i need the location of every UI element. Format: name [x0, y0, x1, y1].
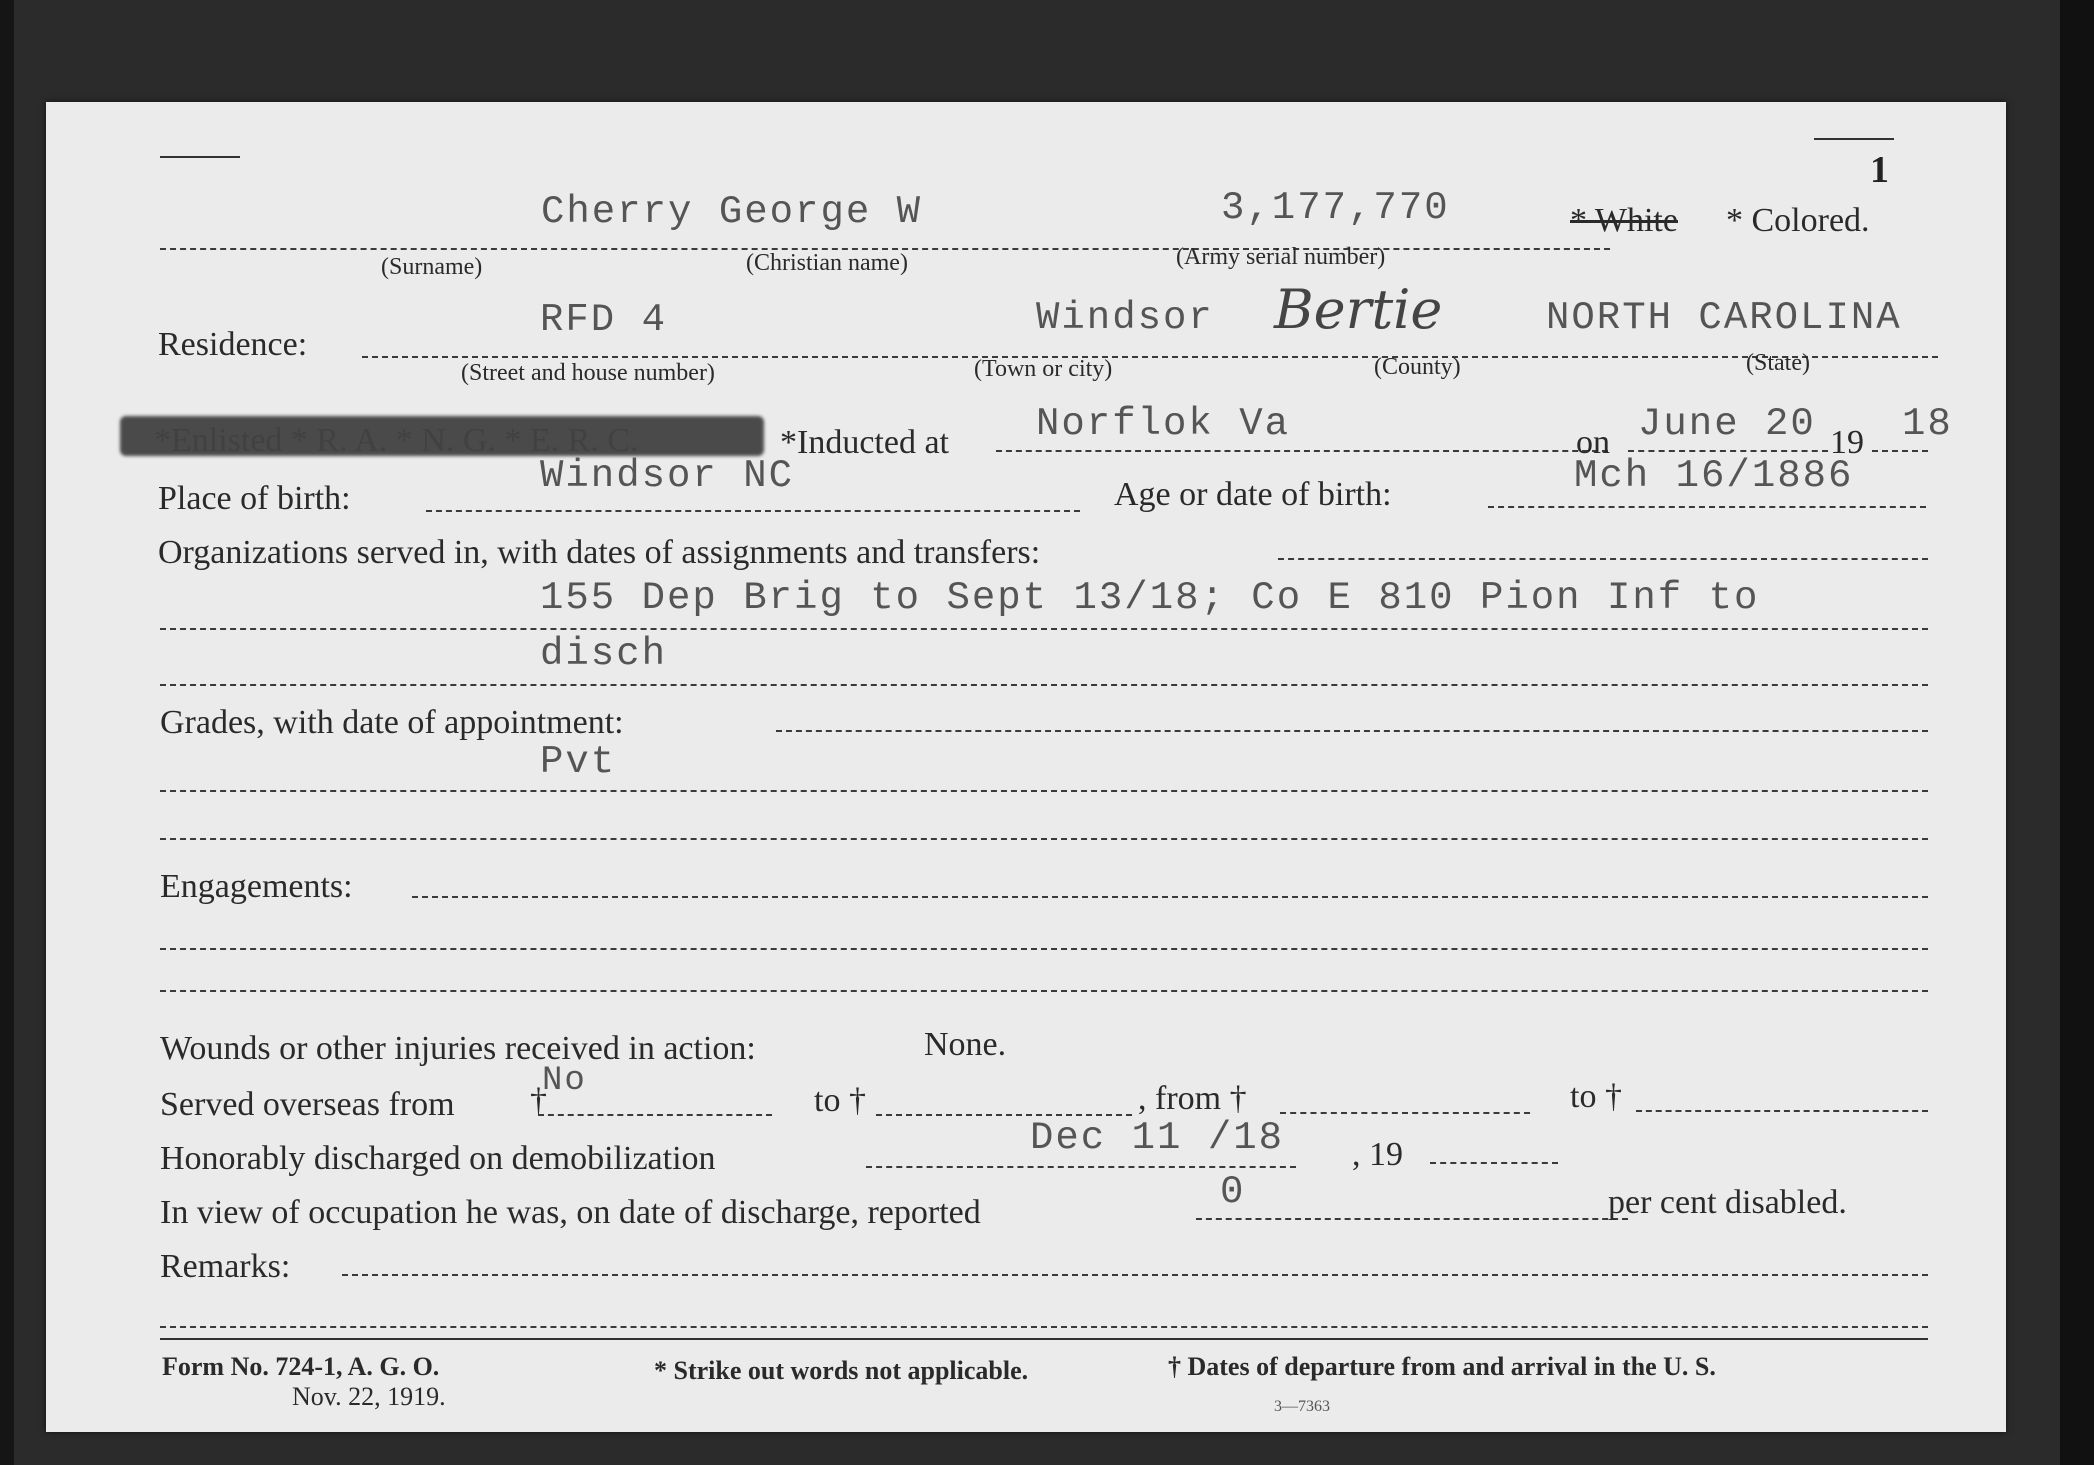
served-overseas-label: Served overseas from — [160, 1086, 455, 1123]
footnote-dates: † Dates of departure from and arrival in the U. S. — [1168, 1352, 1716, 1381]
caption-christian-name: (Christian name) — [746, 250, 908, 276]
residence-label: Residence: — [158, 326, 308, 363]
caption-street: (Street and house number) — [461, 360, 715, 386]
induction-date-value: June 20 — [1638, 402, 1816, 446]
inducted-place-value: Norflok Va — [1036, 402, 1291, 446]
footnote-strike-out: * Strike out words not applicable. — [654, 1356, 1029, 1385]
disability-suffix: per cent disabled. — [1608, 1184, 1847, 1221]
organizations-label: Organizations served in, with dates of assignments and transfers: — [158, 534, 1041, 571]
overseas-dagger: † — [530, 1082, 547, 1119]
induction-year-line — [1872, 450, 1928, 452]
organizations-line-1: 155 Dep Brig to Sept 13/18; Co E 810 Pion Inf to — [540, 576, 1760, 620]
on-label: on — [1576, 424, 1610, 461]
discharge-year-line — [1430, 1162, 1558, 1164]
remarks-label: Remarks: — [160, 1248, 291, 1285]
footer-rule — [160, 1338, 1928, 1340]
discharge-year-suffix: , 19 — [1352, 1136, 1403, 1173]
street-value: RFD 4 — [540, 298, 668, 342]
organizations-line-2-rule — [160, 684, 1928, 686]
form-date: Nov. 22, 1919. — [292, 1382, 446, 1411]
page-number: 1 — [1870, 149, 1889, 191]
overseas-from-line — [538, 1114, 772, 1116]
wounds-label: Wounds or other injuries received in action: — [160, 1030, 756, 1067]
discharge-date-value: Dec 11 /18 — [1030, 1116, 1285, 1160]
enlisted-label: *Enlisted * R. A. * N. G. * E. R. C. — [154, 422, 639, 459]
town-value: Windsor — [1036, 296, 1214, 340]
caption-state: (State) — [1746, 350, 1810, 376]
wounds-value: None. — [924, 1026, 1007, 1063]
remarks-line-2 — [160, 1326, 1928, 1328]
engagements-line-1 — [412, 896, 1928, 898]
place-of-birth-line — [426, 510, 1080, 512]
engagements-line-2 — [160, 948, 1928, 950]
overseas-from2-label: , from † — [1138, 1080, 1247, 1117]
bleed-through-mark — [486, 112, 516, 146]
form-number: Form No. 724-1, A. G. O. — [162, 1352, 440, 1381]
service-record-card — [46, 102, 2006, 1432]
inducted-line — [996, 450, 1608, 452]
date-of-birth-line — [1488, 506, 1926, 508]
inducted-label: *Inducted at — [780, 424, 949, 461]
place-of-birth-label: Place of birth: — [158, 480, 351, 517]
grades-label: Grades, with date of appointment: — [160, 704, 624, 741]
race-white-label: * White — [1570, 202, 1678, 239]
grades-value: Pvt — [540, 740, 617, 784]
date-of-birth-value: Mch 16/1886 — [1574, 454, 1854, 498]
state-value: NORTH CAROLINA — [1546, 296, 1902, 340]
discharge-label: Honorably discharged on demobilization — [160, 1140, 716, 1177]
remarks-line-1 — [342, 1274, 1928, 1276]
residence-line — [362, 356, 1938, 358]
print-code: 3—7363 — [1274, 1398, 1330, 1415]
background-right-edge — [2060, 0, 2094, 1465]
county-value: Bertie — [1274, 278, 1443, 341]
overseas-to-label: to † — [814, 1082, 866, 1119]
background-left-edge — [0, 0, 14, 1465]
induction-year-value: 18 — [1902, 402, 1953, 446]
organizations-line-2: disch — [540, 632, 668, 676]
discharge-date-line — [866, 1166, 1296, 1168]
organizations-label-line — [1278, 558, 1928, 560]
caption-army-serial: (Army serial number) — [1176, 244, 1386, 270]
caption-county: (County) — [1374, 354, 1461, 380]
engagements-line-3 — [160, 990, 1928, 992]
place-of-birth-value: Windsor NC — [540, 454, 795, 498]
caption-town: (Town or city) — [974, 356, 1113, 382]
grades-line-1 — [160, 790, 1928, 792]
overseas-to2-label: to † — [1570, 1078, 1622, 1115]
caption-surname: (Surname) — [381, 254, 483, 280]
age-label: Age or date of birth: — [1114, 476, 1392, 513]
surname-value: Cherry George W — [541, 190, 923, 234]
race-colored-label: * Colored. — [1726, 202, 1870, 239]
top-left-rule — [160, 156, 240, 158]
overseas-to2-line — [1636, 1110, 1928, 1112]
organizations-line-1-rule — [160, 628, 1928, 630]
engagements-label: Engagements: — [160, 868, 353, 905]
top-right-rule — [1814, 138, 1894, 140]
grades-label-line — [776, 730, 1928, 732]
induction-date-line — [1628, 450, 1828, 452]
disability-label: In view of occupation he was, on date of discharge, reported — [160, 1194, 981, 1231]
overseas-from-value: No — [542, 1062, 587, 1100]
disability-value: 0 — [1220, 1170, 1246, 1214]
grades-line-2 — [160, 838, 1928, 840]
disability-line — [1196, 1218, 1628, 1220]
serial-number-value: 3,177,770 — [1221, 186, 1450, 230]
year-prefix: 19 — [1830, 424, 1864, 461]
overseas-from2-line — [1280, 1112, 1530, 1114]
